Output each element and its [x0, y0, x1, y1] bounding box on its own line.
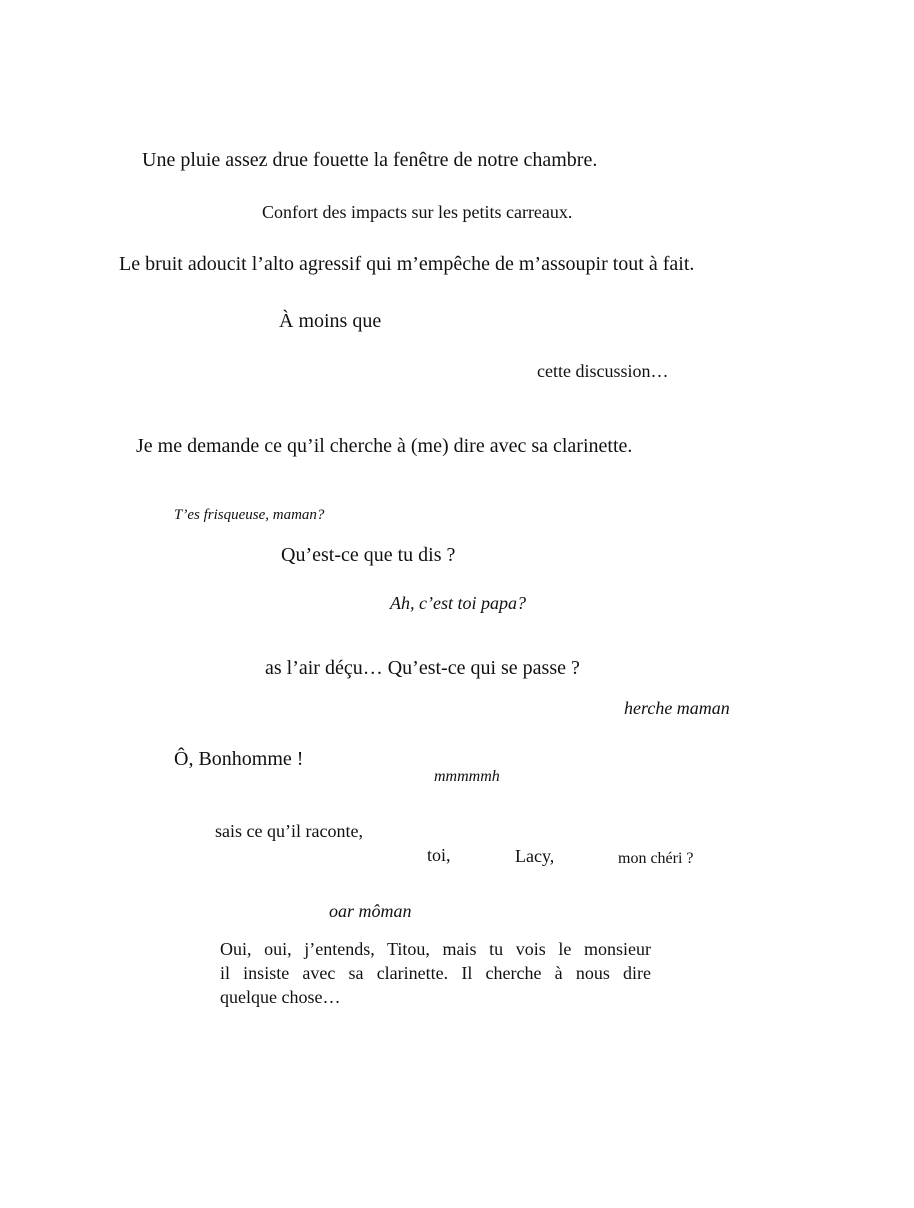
paragraph-line: quelque chose… [220, 987, 341, 1007]
text-line-bonhomme: Ô, Bonhomme ! [174, 748, 304, 770]
text-line-lacy: Lacy, [515, 846, 555, 866]
text-line-papa: Ah, c’est toi papa? [390, 593, 526, 613]
text-line-raconte: sais ce qu’il raconte, [215, 821, 363, 841]
text-line-rain: Une pluie assez drue fouette la fenêtre de notre chambre. [142, 149, 598, 171]
paragraph-line: Oui, oui, j’entends, Titou, mais tu vois le monsieur [220, 939, 651, 959]
paragraph-line: il insiste avec sa clarinette. Il cherche à nous dire [220, 963, 651, 983]
dialogue-paragraph [220, 937, 651, 1009]
text-line-frisqueuse: T’es frisqueuse, maman? [174, 507, 325, 523]
text-line-what-say: Qu’est-ce que tu dis ? [281, 544, 456, 566]
text-line-clarinet: Je me demande ce qu’il cherche à (me) dire avec sa clarinette. [136, 435, 633, 457]
text-line-comfort: Confort des impacts sur les petits carreaux. [262, 202, 573, 222]
text-line-unless: À moins que [279, 310, 382, 332]
text-line-noise: Le bruit adoucit l’alto agressif qui m’empêche de m’assoupir tout à fait. [119, 253, 695, 275]
text-line-mon-cheri: mon chéri ? [618, 850, 694, 867]
text-line-disappointed: as l’air déçu… Qu’est-ce qui se passe ? [265, 657, 580, 679]
text-line-oar-moman: oar môman [329, 901, 412, 921]
text-line-discussion: cette discussion… [537, 361, 669, 381]
text-line-toi: toi, [427, 845, 451, 865]
text-line-mmmmmh: mmmmmh [434, 768, 500, 785]
text-line-herche-maman: herche maman [624, 698, 730, 718]
